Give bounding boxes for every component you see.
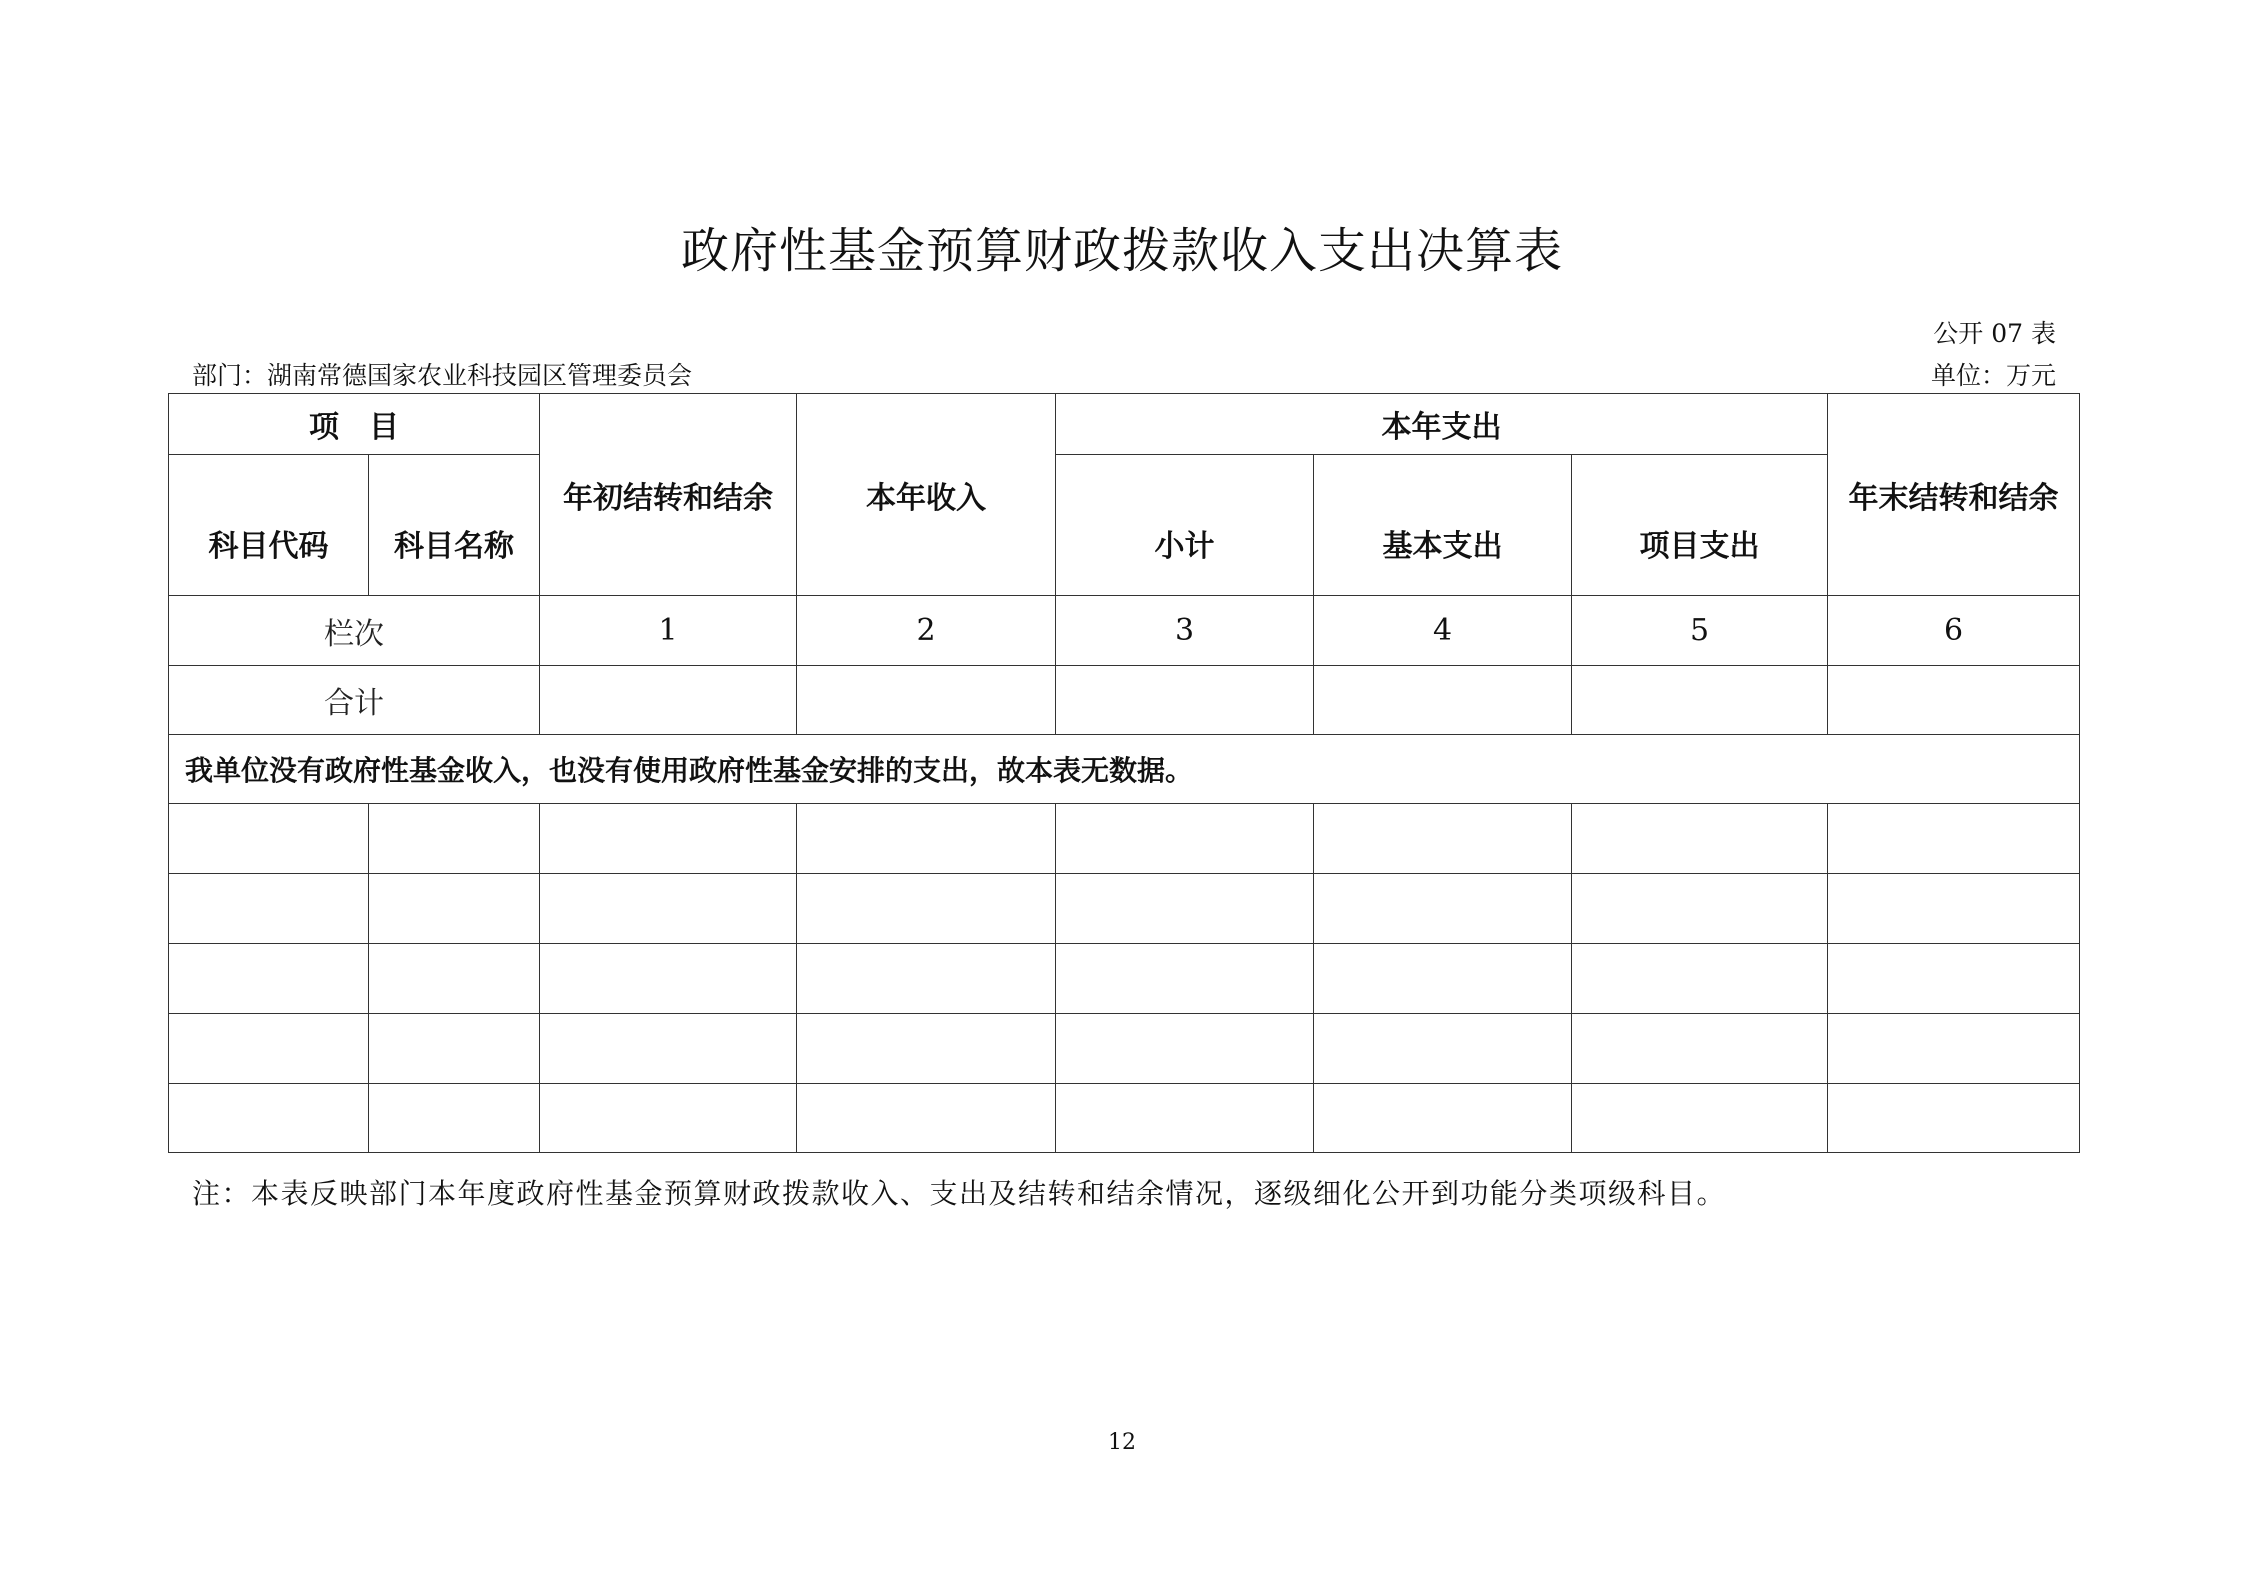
form-number: 公开 07 表 xyxy=(1933,319,2056,348)
table-cell xyxy=(540,944,797,1014)
table-row xyxy=(169,944,2080,1014)
unit-label: 单位：万元 xyxy=(1930,361,2056,390)
header-closing-balance: 年末结转和结余 xyxy=(1828,394,2080,596)
table-cell xyxy=(1314,666,1572,735)
table-row xyxy=(169,874,2080,944)
table-cell xyxy=(169,874,369,944)
table-cell xyxy=(1828,944,2080,1014)
department-label: 部门：湖南常德国家农业科技园区管理委员会 xyxy=(192,361,693,390)
table-row xyxy=(169,804,2080,874)
table-cell xyxy=(540,804,797,874)
table-cell xyxy=(1572,1084,1828,1153)
table-cell xyxy=(169,1084,369,1153)
table-cell xyxy=(797,804,1056,874)
table-cell xyxy=(1314,804,1572,874)
header-current-expense: 本年支出 xyxy=(1056,394,1828,455)
total-row xyxy=(169,666,2080,735)
table-cell xyxy=(1314,944,1572,1014)
header-project-expense: 项目支出 xyxy=(1572,455,1828,596)
header-subtotal: 小计 xyxy=(1056,455,1314,596)
total-row-label: 合计 xyxy=(169,666,540,735)
table-cell xyxy=(797,1014,1056,1084)
table-cell xyxy=(797,874,1056,944)
table-cell xyxy=(540,1084,797,1153)
table-cell xyxy=(540,874,797,944)
table-cell xyxy=(1056,1084,1314,1153)
table-row xyxy=(169,1084,2080,1153)
header-subject-name: 科目名称 xyxy=(369,455,540,596)
table-cell xyxy=(1572,944,1828,1014)
header-subject-code: 科目代码 xyxy=(169,455,369,596)
table-cell xyxy=(1828,804,2080,874)
no-data-note: 我单位没有政府性基金收入，也没有使用政府性基金安排的支出，故本表无数据。 xyxy=(169,735,2080,804)
column-number: 2 xyxy=(797,596,1056,666)
column-number: 3 xyxy=(1056,596,1314,666)
header-current-income: 本年收入 xyxy=(797,394,1056,596)
table-cell xyxy=(1056,666,1314,735)
table-cell xyxy=(1572,874,1828,944)
header-basic-expense: 基本支出 xyxy=(1314,455,1572,596)
table-cell xyxy=(369,1084,540,1153)
table-cell xyxy=(1572,804,1828,874)
table-footnote: 注：本表反映部门本年度政府性基金预算财政拨款收入、支出及结转和结余情况，逐级细化公开到功能分类项级科目。 xyxy=(192,1177,1727,1210)
table-cell xyxy=(1572,1014,1828,1084)
column-number: 5 xyxy=(1572,596,1828,666)
page-number: 12 xyxy=(1108,1430,1136,1455)
column-number-row xyxy=(169,596,2080,666)
column-number: 4 xyxy=(1314,596,1572,666)
column-number: 1 xyxy=(540,596,797,666)
header-item: 项 目 xyxy=(169,394,540,455)
table-cell xyxy=(369,944,540,1014)
header-opening-balance: 年初结转和结余 xyxy=(540,394,797,596)
table-cell xyxy=(797,944,1056,1014)
table-cell xyxy=(540,666,797,735)
column-number: 6 xyxy=(1828,596,2080,666)
table-cell xyxy=(1314,874,1572,944)
table-cell xyxy=(540,1014,797,1084)
table-cell xyxy=(369,874,540,944)
table-cell xyxy=(1056,804,1314,874)
document-title: 政府性基金预算财政拨款收入支出决算表 xyxy=(680,223,1563,279)
table-cell xyxy=(369,804,540,874)
table-cell xyxy=(797,666,1056,735)
table-cell xyxy=(1572,666,1828,735)
table-cell xyxy=(1314,1014,1572,1084)
column-row-label: 栏次 xyxy=(169,596,540,666)
table-cell xyxy=(169,804,369,874)
table-cell xyxy=(169,944,369,1014)
table-cell xyxy=(1056,874,1314,944)
table-cell xyxy=(1828,874,2080,944)
table-cell xyxy=(1828,666,2080,735)
table-cell xyxy=(1056,1014,1314,1084)
table-cell xyxy=(1828,1084,2080,1153)
table-cell xyxy=(169,1014,369,1084)
table-cell xyxy=(1828,1014,2080,1084)
budget-table xyxy=(168,393,2080,1153)
table-cell xyxy=(1314,1084,1572,1153)
table-row xyxy=(169,1014,2080,1084)
table-cell xyxy=(797,1084,1056,1153)
table-cell xyxy=(369,1014,540,1084)
table-cell xyxy=(1056,944,1314,1014)
